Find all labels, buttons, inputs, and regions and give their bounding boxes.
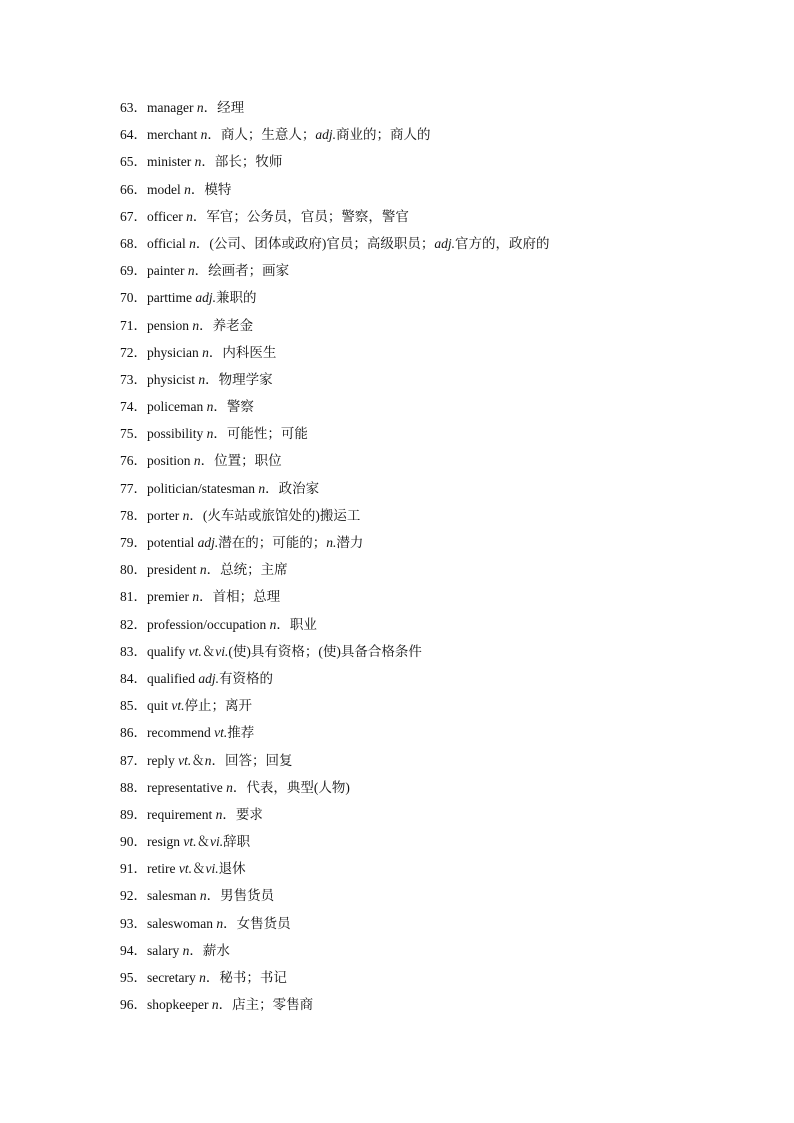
entry-definition: n．薪水	[182, 942, 230, 958]
entry-definition: vt.＆n．回答；回复	[178, 752, 293, 768]
part-of-speech: n	[189, 235, 196, 251]
entry-number: 70	[120, 290, 134, 306]
part-of-speech: n	[269, 616, 277, 632]
part-of-speech: n	[192, 317, 200, 333]
entry-word: qualified	[147, 670, 195, 686]
entry-word: painter	[147, 263, 185, 279]
entry-definition: n．代表，典型(人物)	[226, 779, 350, 795]
part-of-speech: vi.	[210, 834, 224, 850]
vocab-entry	[120, 638, 550, 665]
entry-number: 68	[120, 235, 134, 251]
entry-number: 78	[120, 507, 134, 523]
part-of-speech: vt.	[178, 752, 192, 768]
entry-number: 63	[120, 100, 134, 115]
entry-definition: adj.兼职的	[195, 290, 257, 306]
part-of-speech: n	[186, 208, 193, 224]
entry-separator: ．	[133, 997, 147, 1013]
vocab-entry	[120, 747, 550, 774]
entry-definition: adj.潜在的；可能的；n.潜力	[197, 535, 364, 550]
entry-word: qualify	[147, 643, 186, 659]
entry-word: profession/occupation	[147, 616, 267, 632]
entry-definition: n．店主；零售商	[211, 997, 314, 1013]
part-of-speech: n.	[326, 535, 337, 550]
part-of-speech: n	[199, 970, 206, 985]
vocab-entry	[120, 176, 550, 203]
part-of-speech: adj.	[198, 670, 219, 686]
entry-number: 94	[120, 942, 134, 958]
entry-number: 67	[120, 208, 134, 224]
entry-separator: ．	[133, 616, 147, 632]
entry-word: saleswoman	[147, 915, 213, 931]
vocab-entry	[120, 203, 550, 230]
part-of-speech: n	[226, 779, 233, 795]
entry-separator: ．	[133, 861, 147, 877]
entry-word: model	[147, 181, 181, 197]
part-of-speech: vt.	[171, 698, 185, 714]
entry-definition: n．(火车站或旅馆处的)搬运工	[182, 507, 361, 523]
entry-word: reply	[147, 752, 175, 768]
entry-number: 95	[120, 970, 134, 985]
entry-number: 69	[120, 263, 134, 279]
entry-definition: n．内科医生	[202, 344, 277, 360]
part-of-speech: n	[187, 263, 195, 279]
part-of-speech: n	[258, 480, 266, 496]
entry-separator: ．	[133, 290, 147, 306]
entry-separator: ．	[133, 344, 147, 360]
entry-definition: n．模特	[184, 181, 232, 197]
vocab-entry	[120, 611, 550, 638]
part-of-speech: n	[216, 915, 224, 931]
entry-number: 64	[120, 127, 134, 143]
entry-definition: n．职业	[269, 616, 317, 632]
entry-word: secretary	[147, 970, 196, 985]
entry-separator: ．	[133, 670, 147, 686]
entry-word: policeman	[147, 399, 204, 415]
entry-word: shopkeeper	[147, 997, 209, 1013]
entry-word: porter	[147, 507, 180, 523]
entry-definition: n．部长；牧师	[194, 154, 283, 170]
part-of-speech: n	[193, 453, 201, 469]
vocab-entry	[120, 121, 550, 148]
vocab-entry	[120, 393, 550, 420]
entry-definition: n．养老金	[192, 317, 254, 333]
entry-word: requirement	[147, 806, 213, 822]
entry-definition: n．可能性；可能	[206, 426, 308, 442]
entry-word: representative	[147, 779, 223, 795]
entry-number: 86	[120, 725, 134, 741]
entry-number: 80	[120, 562, 134, 578]
entry-number: 93	[120, 915, 134, 931]
entry-number: 71	[120, 317, 134, 333]
vocab-entry	[120, 801, 550, 828]
entry-separator: ．	[133, 263, 147, 279]
entry-number: 89	[120, 806, 134, 822]
vocab-entry	[120, 148, 550, 175]
entry-word: resign	[147, 834, 180, 850]
entry-word: official	[147, 235, 186, 251]
entry-number: 88	[120, 779, 134, 795]
entry-number: 79	[120, 535, 134, 550]
entry-separator: ．	[133, 643, 147, 659]
entry-number: 90	[120, 834, 134, 850]
entry-word: manager	[147, 100, 194, 115]
entry-number: 76	[120, 453, 134, 469]
entry-word: position	[147, 453, 191, 469]
entry-number: 77	[120, 480, 134, 496]
vocab-entry	[120, 284, 550, 311]
entry-separator: ．	[133, 888, 147, 904]
entry-definition: adj.有资格的	[198, 670, 273, 686]
entry-separator: ．	[133, 235, 147, 251]
entry-word: physicist	[147, 371, 196, 387]
entry-definition: n．要求	[215, 806, 263, 822]
part-of-speech: adj.	[195, 290, 216, 306]
vocab-entry	[120, 991, 550, 1018]
entry-number: 73	[120, 371, 134, 387]
part-of-speech: n	[200, 127, 208, 143]
entry-word: minister	[147, 154, 192, 170]
entry-separator: ．	[133, 698, 147, 714]
vocab-entry	[120, 692, 550, 719]
entry-number: 96	[120, 997, 134, 1013]
entry-separator: ．	[133, 915, 147, 931]
vocab-entry	[120, 339, 550, 366]
entry-separator: ．	[133, 317, 147, 333]
entry-number: 91	[120, 861, 134, 877]
entry-number: 87	[120, 752, 134, 768]
part-of-speech: adj.	[197, 535, 219, 550]
vocab-entry	[120, 257, 550, 284]
vocab-entry	[120, 964, 550, 991]
entry-definition: n．警察	[206, 399, 254, 415]
vocabulary-list	[120, 94, 550, 1018]
entry-word: quit	[147, 698, 169, 714]
entry-word: pension	[147, 317, 189, 333]
entry-definition: n．军官；公务员，官员；警察，警官	[186, 208, 409, 224]
entry-definition: vt.停止；离开	[171, 698, 253, 714]
part-of-speech: vi.	[205, 861, 219, 877]
entry-number: 92	[120, 888, 134, 904]
entry-word: premier	[147, 589, 189, 605]
entry-separator: ．	[133, 589, 147, 605]
part-of-speech: n	[182, 507, 190, 523]
vocab-entry	[120, 447, 550, 474]
entry-definition: n．首相；总理	[192, 589, 281, 605]
vocab-entry	[120, 937, 550, 964]
part-of-speech: n	[202, 344, 209, 360]
entry-number: 82	[120, 616, 134, 632]
vocab-entry	[120, 366, 550, 393]
entry-word: retire	[147, 861, 176, 877]
part-of-speech: vt.	[188, 643, 202, 659]
entry-number: 84	[120, 670, 134, 686]
entry-number: 66	[120, 181, 134, 197]
vocab-entry	[120, 910, 550, 937]
vocab-entry	[120, 828, 550, 855]
vocab-entry	[120, 502, 550, 529]
entry-number: 85	[120, 698, 134, 714]
entry-definition: vt.＆vi.退休	[178, 861, 246, 877]
entry-separator: ．	[133, 453, 147, 469]
vocab-entry	[120, 882, 550, 909]
entry-definition: n．男售货员	[199, 888, 275, 904]
vocab-entry	[120, 583, 550, 610]
vocab-entry	[120, 475, 550, 502]
entry-definition: vt.推荐	[214, 725, 255, 741]
entry-word: recommend	[147, 725, 211, 741]
part-of-speech: n	[184, 181, 191, 197]
vocab-entry	[120, 529, 550, 556]
entry-word: parttime	[147, 290, 192, 306]
entry-definition: n．秘书；书记	[199, 970, 287, 985]
part-of-speech: vt.	[214, 725, 228, 741]
entry-word: politician/statesman	[147, 480, 255, 496]
entry-word: salary	[147, 942, 180, 958]
entry-definition: n．商人；生意人；adj.商业的；商人的	[200, 127, 431, 143]
part-of-speech: n	[194, 154, 202, 170]
vocab-entry	[120, 774, 550, 801]
entry-separator: ．	[133, 779, 147, 795]
part-of-speech: adj.	[315, 127, 336, 143]
part-of-speech: n	[198, 371, 206, 387]
vocab-entry	[120, 312, 550, 339]
entry-word: possibility	[147, 426, 204, 442]
entry-definition: n．女售货员	[216, 915, 291, 931]
vocab-entry	[120, 94, 550, 121]
entry-number: 81	[120, 589, 134, 605]
part-of-speech: n	[215, 806, 223, 822]
vocab-entry	[120, 420, 550, 447]
part-of-speech: n	[196, 100, 204, 115]
part-of-speech: n	[204, 752, 212, 768]
entry-definition: n．政治家	[258, 480, 320, 496]
part-of-speech: n	[192, 589, 200, 605]
entry-separator: ．	[133, 127, 147, 143]
entry-definition: n．(公司、团体或政府)官员；高级职员；adj.官方的，政府的	[189, 235, 550, 251]
part-of-speech: adj.	[434, 235, 455, 251]
entry-number: 83	[120, 643, 134, 659]
entry-separator: ．	[133, 480, 147, 496]
entry-separator: ．	[133, 535, 147, 550]
part-of-speech: n	[206, 426, 214, 442]
entry-separator: ．	[133, 562, 147, 578]
part-of-speech: vi.	[215, 643, 229, 659]
entry-word: officer	[147, 208, 183, 224]
entry-separator: ．	[133, 208, 147, 224]
entry-separator: ．	[133, 100, 147, 115]
entry-number: 65	[120, 154, 134, 170]
entry-separator: ．	[133, 426, 147, 442]
entry-separator: ．	[133, 834, 147, 850]
entry-separator: ．	[133, 371, 147, 387]
entry-separator: ．	[133, 970, 147, 985]
part-of-speech: n	[211, 997, 219, 1013]
entry-definition: n．经理	[196, 100, 245, 115]
vocab-entry	[120, 719, 550, 746]
part-of-speech: vt.	[178, 861, 192, 877]
vocab-entry	[120, 855, 550, 882]
entry-word: potential	[147, 535, 195, 550]
entry-separator: ．	[133, 507, 147, 523]
entry-word: salesman	[147, 888, 197, 904]
entry-word: merchant	[147, 127, 198, 143]
part-of-speech: n	[199, 562, 207, 578]
entry-definition: n．位置；职位	[193, 453, 282, 469]
entry-definition: n．物理学家	[198, 371, 273, 387]
part-of-speech: n	[182, 942, 190, 958]
entry-separator: ．	[133, 399, 147, 415]
entry-separator: ．	[133, 154, 147, 170]
entry-separator: ．	[133, 752, 147, 768]
vocab-entry	[120, 556, 550, 583]
entry-number: 74	[120, 399, 134, 415]
part-of-speech: vt.	[183, 834, 197, 850]
vocab-entry	[120, 230, 550, 257]
entry-separator: ．	[133, 806, 147, 822]
vocab-entry	[120, 665, 550, 692]
entry-separator: ．	[133, 725, 147, 741]
part-of-speech: n	[206, 399, 214, 415]
entry-separator: ．	[133, 181, 147, 197]
entry-definition: vt.＆vi.(使)具有资格；(使)具备合格条件	[188, 643, 422, 659]
entry-word: physician	[147, 344, 199, 360]
part-of-speech: n	[199, 888, 207, 904]
entry-number: 75	[120, 426, 134, 442]
entry-definition: vt.＆vi.辞职	[183, 834, 251, 850]
entry-definition: n．绘画者；画家	[187, 263, 290, 279]
entry-separator: ．	[133, 942, 147, 958]
entry-number: 72	[120, 344, 134, 360]
entry-word: president	[147, 562, 197, 578]
entry-definition: n．总统；主席	[199, 562, 288, 578]
